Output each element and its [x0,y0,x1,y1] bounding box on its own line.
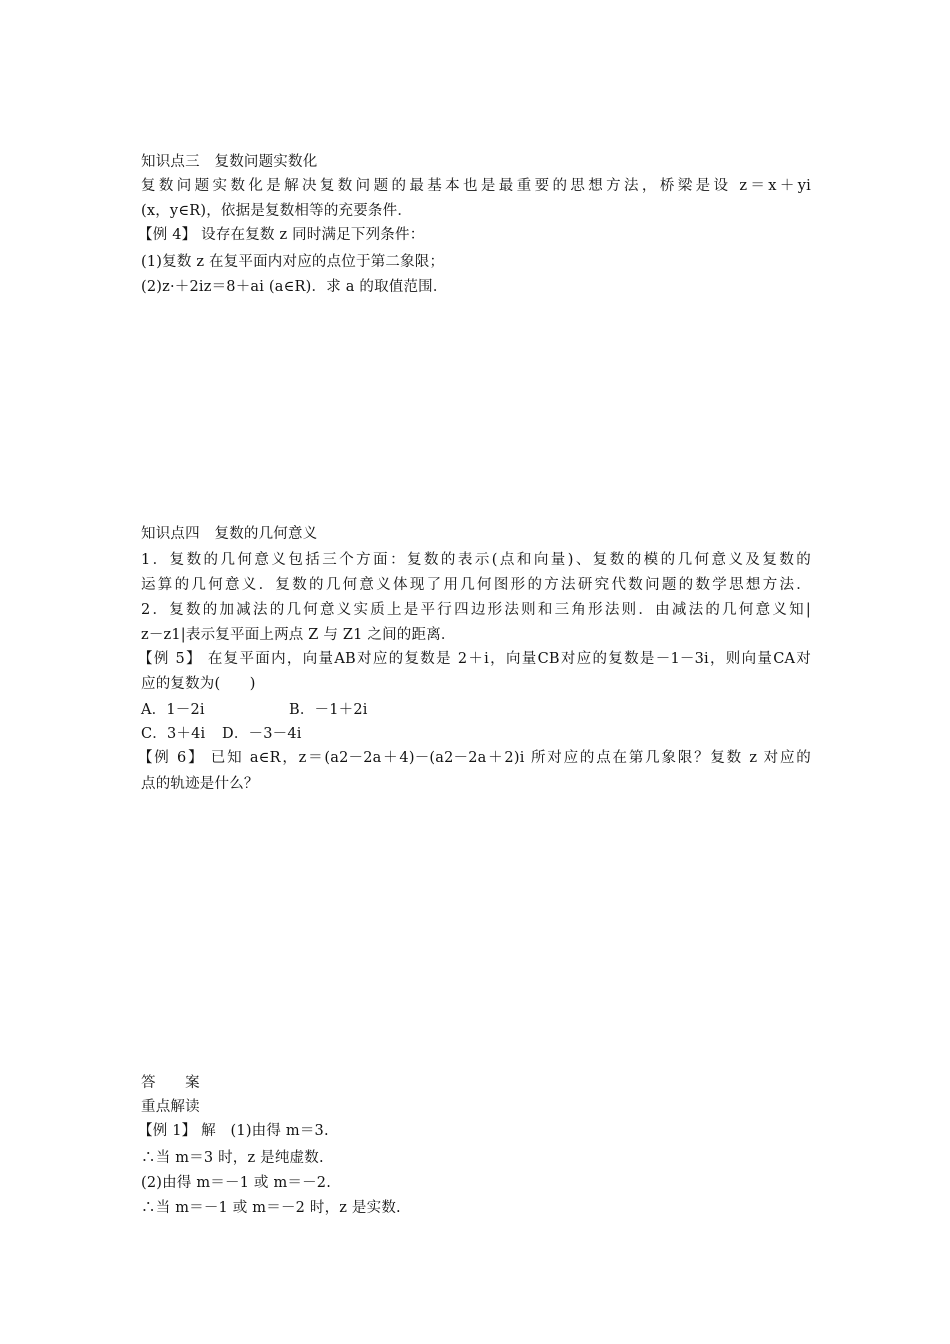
example5-option-a: A．1－2i [141,702,205,718]
answer-example1-line1: 【例 1】 解 (1)由得 m＝3. [138,1123,329,1139]
example5-option-d: D．－3－4i [222,726,302,742]
section4-p2-line1: 2．复数的加减法的几何意义实质上是平行四边形法则和三角形法则．由减法的几何意义知| [141,602,811,618]
section4-p1-line1: 1．复数的几何意义包括三个方面：复数的表示(点和向量)、复数的模的几何意义及复数的 [141,552,811,568]
section3-heading: 知识点三 复数问题实数化 [141,154,318,170]
answer-example1-line2: ∴当 m＝3 时，z 是纯虚数. [141,1150,324,1166]
example5-line1: 【例 5】 在复平面内，向量AB对应的复数是 2＋i，向量CB对应的复数是－1－3i，则向量CA对 [138,651,811,667]
section4-heading: 知识点四 复数的几何意义 [141,526,318,542]
example6-line1: 【例 6】 已知 a∈R，z＝(a2－2a＋4)－(a2－2a＋2)i 所对应的点在第几象限？复数 z 对应的 [138,750,811,766]
section4-p1-line2: 运算的几何意义．复数的几何意义体现了用几何图形的方法研究代数问题的数学思想方法． [141,577,811,593]
example5-option-c: C．3＋4i [141,726,206,742]
example4-condition1: (1)复数 z 在复平面内对应的点位于第二象限； [141,254,445,270]
answer-example1-line4: ∴当 m＝－1 或 m＝－2 时，z 是实数. [141,1200,401,1216]
answers-subheading: 重点解读 [141,1099,200,1115]
section4-p2-line2: z－z1|表示复平面上两点 Z 与 Z1 之间的距离． [141,627,456,643]
section3-intro-line2: (x，y∈R)，依据是复数相等的充要条件． [141,203,413,219]
example4-title: 【例 4】 设存在复数 z 同时满足下列条件： [138,227,425,243]
example5-line2: 应的复数为( ) [141,676,256,692]
example4-condition2: (2)z·＋2iz＝8＋ai (a∈R)．求 a 的取值范围． [141,279,448,295]
answer-example1-line3: (2)由得 m＝－1 或 m＝－2. [141,1175,332,1191]
answers-heading: 答 案 [141,1075,200,1091]
section3-intro-line1: 复数问题实数化是解决复数问题的最基本也是最重要的思想方法，桥梁是设 z＝x＋yi [141,178,811,194]
example6-line2: 点的轨迹是什么？ [141,776,259,792]
example5-option-b: B．－1＋2i [289,702,368,718]
